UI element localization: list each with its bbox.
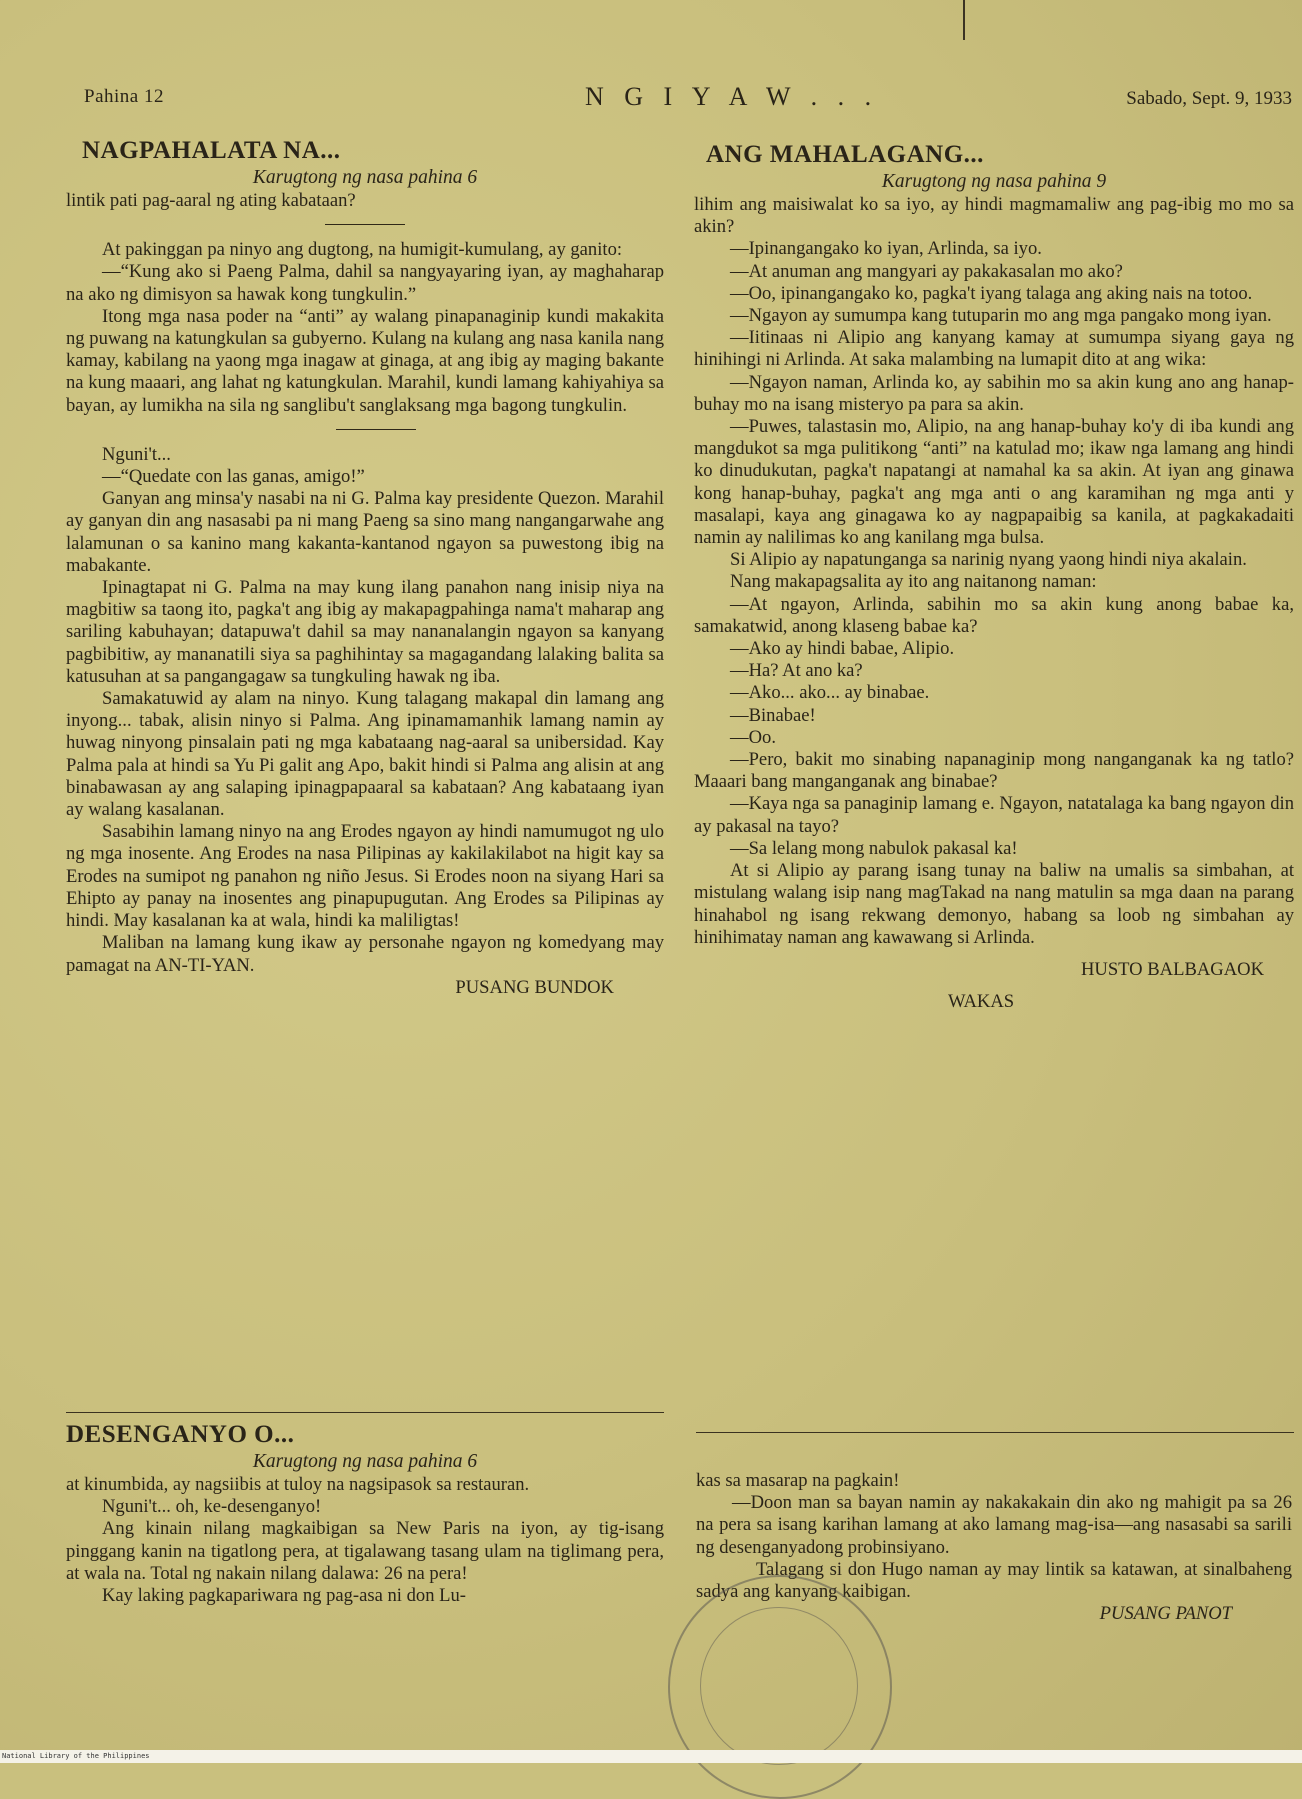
article-heading: DESENGANYO O... — [66, 1421, 295, 1448]
masthead-title: N G I Y A W . . . — [585, 82, 879, 111]
paragraph: —Binabae! — [730, 704, 816, 726]
paragraph: lihim ang maisiwalat ko sa iyo, ay hindi magmamaliw ang pag-ibig mo mo sa akin? — [694, 194, 1294, 238]
separator — [336, 429, 416, 430]
paragraph: —Ako ay hindi babae, Alipio. — [730, 638, 955, 660]
article-mahalagang — [694, 140, 1294, 1013]
paragraph: at kinumbida, ay nagsiibis at tuloy na nagsipasok sa restauran. — [66, 1474, 530, 1495]
paragraph: —Ako... ako... ay binabae. — [730, 682, 930, 704]
paragraph: —Pero, bakit mo sinabing napanaginip mong nanganganak ka ng tatlo? Maaari bang manganganak ang binabae? — [694, 749, 1294, 793]
paragraph: —Ha? At ano ka? — [730, 660, 863, 682]
paragraph: Si Alipio ay napatunganga sa narinig nyang yaong hindi niya akalain. — [730, 549, 1247, 571]
paragraph: —Ngayon ay sumumpa kang tutuparin mo ang mga pangako mong iyan. — [730, 305, 1272, 327]
paragraph: lintik pati pag-aaral ng ating kabataan? — [66, 190, 356, 211]
paragraph: At pakinggan pa ninyo ang dugtong, na humigit-kumulang, ay ganito: — [102, 239, 623, 261]
page-number: Pahina 12 — [84, 86, 164, 107]
paragraph: —Ngayon naman, Arlinda ko, ay sabihin mo sa akin kung ano ang hanap-buhay mo na isang misteryo pa para sa akin. — [694, 371, 1294, 415]
article-desenganyo — [66, 1420, 664, 1607]
library-stamp-inner — [700, 1607, 858, 1765]
page-header — [0, 82, 1302, 122]
end-mark: WAKAS — [948, 991, 1015, 1013]
paragraph: Talagang si don Hugo naman ay may lintik sa katawan, at sinalbaheng sadya ang kanyang kaibigan. — [696, 1558, 1292, 1603]
byline: HUSTO BALBAGAOK — [1080, 958, 1264, 980]
paragraph: —Sa lelang mong nabulok pakasal ka! — [730, 837, 1018, 859]
paragraph: —Puwes, talastasin mo, Alipio, na ang hanap-buhay ko'y di iba kundi ang mangdukot sa mga pulitikong “anti” na katulad mo; ikaw nga lamang ang hindi ko dinudukutan, pagka't napatangi at namahal ka sa akin. At iyan ang ginawa kong hanap-buhay, pagka't ang mga anti o ang karamihan ng mga anti y masalapi, kaya ang ginagawa ko ay nagpapaibig sa kanila, at pagkakadaiti namin ay nalilimas ko ang kanilang mga bulsa. — [694, 416, 1294, 549]
paragraph: —Oo, ipinangangako ko, pagka't iyang talaga ang aking nais na totoo. — [730, 282, 1253, 304]
article-heading: ANG MAHALAGANG... — [706, 141, 984, 168]
paragraph: Nguni't... — [102, 443, 171, 465]
continued-note: Karugtong ng nasa pahina 6 — [252, 1451, 478, 1472]
paragraph: —“Quedate con las ganas, amigo!” — [102, 466, 365, 488]
paragraph: kas sa masarap na pagkain! — [696, 1470, 900, 1491]
separator — [325, 224, 405, 225]
paragraph: Nang makapagsalita ay ito ang naitanong naman: — [730, 571, 1097, 593]
paragraph: —Iitinaas ni Alipio ang kanyang kamay at sumumpa siyang gaya ng hinihingi ni Arlinda. At saka malambing na lumapit dito at ang wika: — [694, 327, 1294, 371]
article-nagpahalata — [66, 136, 664, 999]
library-footer: National Library of the Philippines — [0, 1750, 1302, 1763]
paragraph: —At anuman ang mangyari ay pakakasalan mo ako? — [730, 260, 1123, 282]
paragraph: At si Alipio ay parang isang tunay na baliw na umalis sa simbahan, at mistulang walang isip nang magTakad na nang matulin sa mga daan na parang hinahabol ng isang rekwang demonyo, habang sa loob ng simbahan ay hinihimatay naman ang kawawang si Arlinda. — [694, 860, 1294, 948]
paragraph: Ipinagtapat ni G. Palma na may kung ilang panahon nang inisip niya na magbitiw sa taong ito, pagka't ang ibig ay makapagpahinga nama't maharap ang sariling kabuhayan; datapuwa't dahil sa may nananalangin ngayon sa kanyang pagbibitiw, ay mananatili siya sa paghihintay sa magagandang lalaking balita sa katusuhan at sa pangangagaw sa tungkuling hawak ng iba. — [66, 577, 664, 687]
paragraph: —Kaya nga sa panaginip lamang e. Ngayon, natatalaga ka bang ngayon din ay pakasal na tayo? — [694, 793, 1294, 837]
page-mark — [963, 0, 965, 40]
paragraph: Nguni't... oh, ke-desenganyo! — [102, 1496, 322, 1518]
paragraph: Kay laking pagkapariwara ng pag-asa ni don Lu- — [102, 1585, 466, 1607]
continued-note: Karugtong ng nasa pahina 9 — [881, 171, 1107, 192]
section-divider — [696, 1432, 1294, 1433]
paragraph: Ganyan ang minsa'y nasabi na ni G. Palma kay presidente Quezon. Marahil ay ganyan din ang nasasabi pa ni mang Paeng sa sino mang nangangarwahe ang lalamunan o sa kanino mang kakanta-kantanod ngayon sa puwestong ibig na mabakante. — [66, 488, 664, 576]
paragraph: Samakatuwid ay alam na ninyo. Kung talagang makapal din lamang ang inyong... tabak, alisin ninyo si Palma. Ang ipinamamanhik lamang namin ay huwag ninyong pinsalain pati ng mga kabataang nag-aaral sa unibersidad. Kay Palma pala at hindi sa Yu Pi galit ang Apo, bakit hindi si Palma ang alisin at ang binabawasan ay ang salaping ipinagpapaaral sa kabataan? Ang kabataang iyan ay walang kasalanan. — [66, 688, 664, 821]
article-heading: NAGPAHALATA NA... — [82, 137, 341, 164]
issue-date: Sabado, Sept. 9, 1933 — [1126, 88, 1292, 109]
continued-note: Karugtong ng nasa pahina 6 — [252, 167, 478, 188]
paragraph: Sasabihin lamang ninyo na ang Erodes ngayon ay hindi namumugot ng ulo ng mga inosente. Ang Erodes na nasa Pilipinas ay kakilakilabot na higit kay sa Erodes na sumipot ng panahon ng niño Jesus. Si Erodes noon na siyang Hari sa Ehipto ay panay na inosentes ang pinapupugutan. Ang Erodes sa Pilipinas ay hindi. May kasalanan ka at wala, hindi ka maliligtas! — [66, 821, 664, 932]
paragraph: Itong mga nasa poder na “anti” ay walang pinapanaginip kundi makakita ng puwang na katungkulan sa gubyerno. Kulang na kulang ang nasa kanila nang kamay, kabilang na yaong mga inagaw at ginaga, at ang ibig ay maging bakante na kung maaari, ang lahat ng katungkulan. Marahil, kundi lamang kahiyahiya sa bayan, ay lumikha na sila ng sanglibu't sanglaksang mga bagong tungkulin. — [66, 305, 664, 416]
paragraph: —Oo. — [730, 726, 776, 748]
byline: PUSANG BUNDOK — [455, 976, 614, 998]
paragraph: —“Kung ako si Paeng Palma, dahil sa nangyayaring iyan, ay maghaharap na ako ng dimisyon sa hawak kong tungkulin.” — [66, 261, 664, 305]
paragraph: —Doon man sa bayan namin ay nakakakain din ako ng mahigit pa sa 26 na pera sa isang karihan lamang at ako lamang mag-isa—ang nasasabi sa sarili ng desenganyadong probinsiyano. — [696, 1492, 1292, 1558]
byline: PUSANG PANOT — [1099, 1603, 1232, 1625]
paragraph: Maliban na lamang kung ikaw ay personahe ngayon ng komedyang may pamagat na AN-TI-YAN. — [66, 932, 664, 976]
paragraph: —At ngayon, Arlinda, sabihin mo sa akin kung anong babae ka, samakatwid, anong klaseng babae ka? — [694, 593, 1294, 637]
paragraph: Ang kinain nilang magkaibigan sa New Paris na iyon, ay tig-isang pinggang kanin na tigatlong pera, at tigalawang tasang ulam na tiglimang pera, at wala na. Total ng nakain nilang dalawa: 26 na pera! — [66, 1518, 664, 1584]
section-divider — [66, 1412, 664, 1413]
paragraph: —Ipinangangako ko iyan, Arlinda, sa iyo. — [730, 238, 1042, 260]
